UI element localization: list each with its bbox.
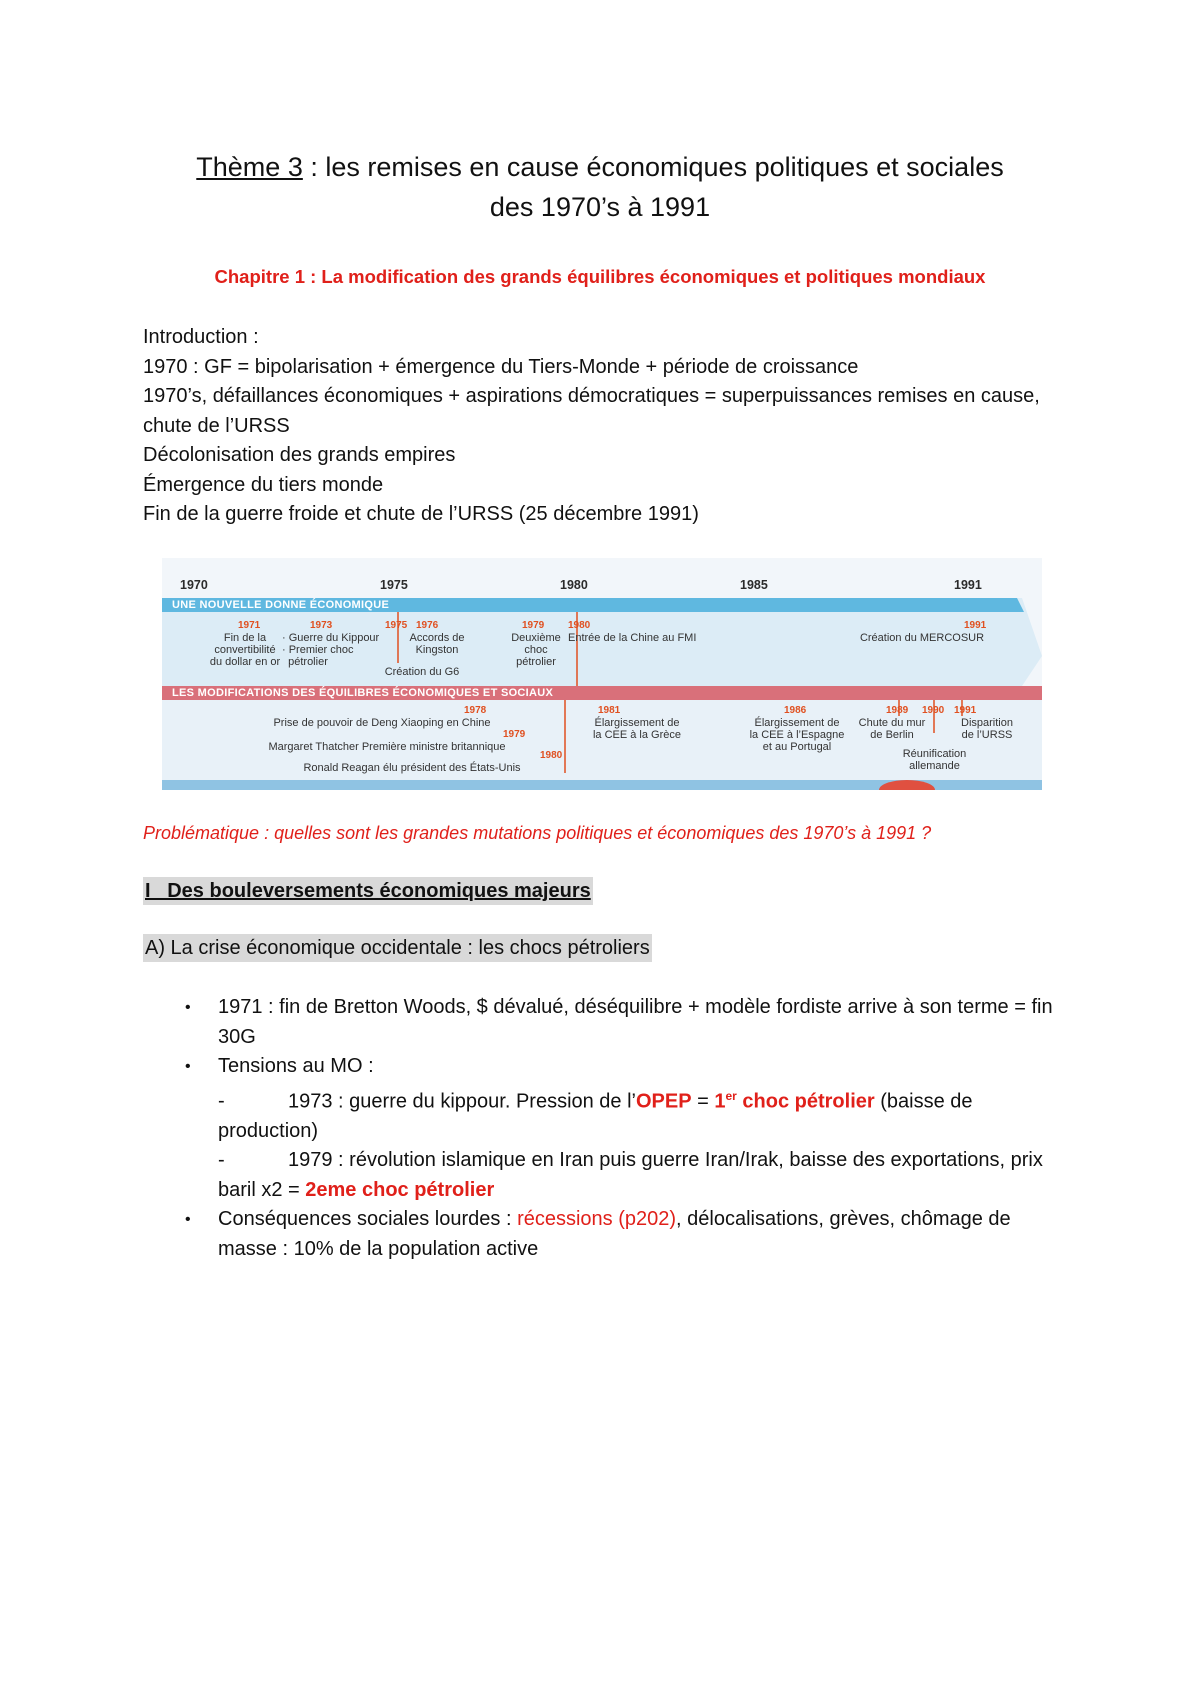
event-date: 1979 (503, 729, 526, 740)
year-1970: 1970 (180, 578, 208, 592)
intro-heading: Introduction : (143, 326, 259, 348)
event-text: Création du G6 (384, 666, 460, 678)
event-date: 1975 (385, 620, 408, 631)
event-text: Deuxième choc pétrolier (511, 632, 561, 668)
event-date: 1976 (416, 620, 439, 631)
first-oil-shock: choc pétrolier (736, 1090, 875, 1113)
sub-item (143, 1146, 1073, 1205)
chapter-heading: Chapitre 1 : La modification des grands équilibres économiques et politiques mondiaux (214, 266, 986, 287)
bullet-text: , délocalisations, grèves, chômage de masse : 10% de la population active (218, 1208, 1011, 1260)
introduction (143, 323, 1073, 530)
event-date: 1990 (922, 705, 945, 716)
event-date: 1986 (784, 705, 807, 716)
event-date: 1979 (522, 620, 545, 631)
bullet-icon: • (185, 1211, 191, 1229)
event-text: Prise de pouvoir de Deng Xiaoping en Chine (273, 717, 491, 729)
bullet-icon: • (185, 999, 191, 1016)
event-text: Ronald Reagan élu président des États-Unis (303, 762, 521, 774)
document-title (0, 147, 1200, 227)
event-text: Élargissement de la CEE à la Grèce (592, 717, 682, 741)
first-number: 1 (714, 1090, 726, 1113)
list-item (143, 1052, 1073, 1082)
event-text: Fin de la convertibilité du dollar en or (209, 632, 281, 668)
event-text: Création du MERCOSUR (859, 632, 985, 644)
event-date: 1991 (954, 705, 977, 716)
recessions-highlight: récessions (p202) (517, 1208, 677, 1231)
sub-text: (baisse de production) (218, 1090, 973, 1142)
title-line2: des 1970’s à 1991 (489, 192, 711, 222)
sub-text: = (691, 1090, 715, 1113)
year-1980: 1980 (560, 578, 588, 592)
year-1975: 1975 (380, 578, 408, 592)
intro-line: Émergence du tiers monde (143, 473, 384, 496)
bullet-text: 1971 : fin de Bretton Woods, $ dévalué, déséquilibre + modèle fordiste arrive à son terme = fin 30G (218, 996, 1053, 1048)
event-text: Réunification allemande (902, 748, 967, 772)
year-1985: 1985 (740, 578, 768, 592)
event-date: 1978 (464, 705, 487, 716)
event-text: Élargissement de la CEE à l’Espagne et au Portugal (749, 717, 845, 753)
bullet-text: Tensions au MO : (218, 1055, 374, 1077)
title-rest: : les remises en cause économiques politiques et sociales (302, 152, 1004, 182)
event-date: 1980 (540, 750, 563, 761)
event-text: Disparition de l’URSS (961, 717, 1013, 741)
opep-highlight: OPEP (636, 1090, 692, 1113)
dash-icon: - (218, 1090, 225, 1113)
event-text: Entrée de la Chine au FMI (568, 632, 697, 644)
problem-statement: Problématique : quelles sont les grandes mutations politiques et économiques des 1970’s à 1991 ? (143, 823, 932, 843)
sub-text: 1979 : révolution islamique en Iran puis guerre Iran/Irak, baisse des exportations, prix baril x2 = (218, 1149, 1043, 1201)
event-text: Chute du mur de Berlin (858, 717, 926, 741)
second-oil-shock: 2eme choc pétrolier (305, 1178, 495, 1201)
intro-line: 1970’s, défaillances économiques + aspirations démocratiques = superpuissances remises en cause, chute de l’URSS (143, 385, 1040, 437)
subsection-heading: A) La crise économique occidentale : les chocs pétroliers (143, 934, 652, 962)
intro-line: Décolonisation des grands empires (143, 444, 456, 466)
event-date: 1971 (238, 620, 261, 631)
band1-label: UNE NOUVELLE DONNE ÉCONOMIQUE (172, 599, 390, 611)
intro-line: 1970 : GF = bipolarisation + émergence du Tiers-Monde + période de croissance (143, 355, 859, 378)
list-item (143, 1205, 1073, 1264)
band2-label: LES MODIFICATIONS DES ÉQUILIBRES ÉCONOMIQUES ET SOCIAUX (172, 687, 554, 699)
timeline-figure (162, 558, 1042, 790)
dash-icon: - (218, 1149, 225, 1172)
intro-line: Fin de la guerre froide et chute de l’URSS (25 décembre 1991) (143, 503, 699, 525)
year-1991: 1991 (954, 578, 982, 592)
bullet-icon: • (185, 1058, 191, 1075)
event-text: Margaret Thatcher Première ministre britannique (268, 741, 506, 753)
event-date: 1981 (598, 705, 621, 716)
bullet-text: Conséquences sociales lourdes : (218, 1208, 518, 1231)
event-text: · Guerre du Kippour · Premier choc pétrolier (282, 632, 380, 668)
sub-item (143, 1082, 1073, 1147)
sub-text: 1973 : guerre du kippour. Pression de l’ (288, 1090, 636, 1113)
event-date: 1973 (310, 620, 333, 631)
bullet-list (143, 993, 1073, 1264)
theme-label: Thème 3 (196, 152, 303, 182)
list-item (143, 993, 1073, 1052)
section-heading: I_ Des bouleversements économiques majeurs (143, 877, 593, 905)
event-date: 1989 (886, 705, 909, 716)
event-date: 1980 (568, 620, 591, 631)
ordinal-suffix: er (725, 1088, 737, 1103)
event-text: Accords de Kingston (409, 632, 465, 656)
event-date: 1991 (964, 620, 987, 631)
